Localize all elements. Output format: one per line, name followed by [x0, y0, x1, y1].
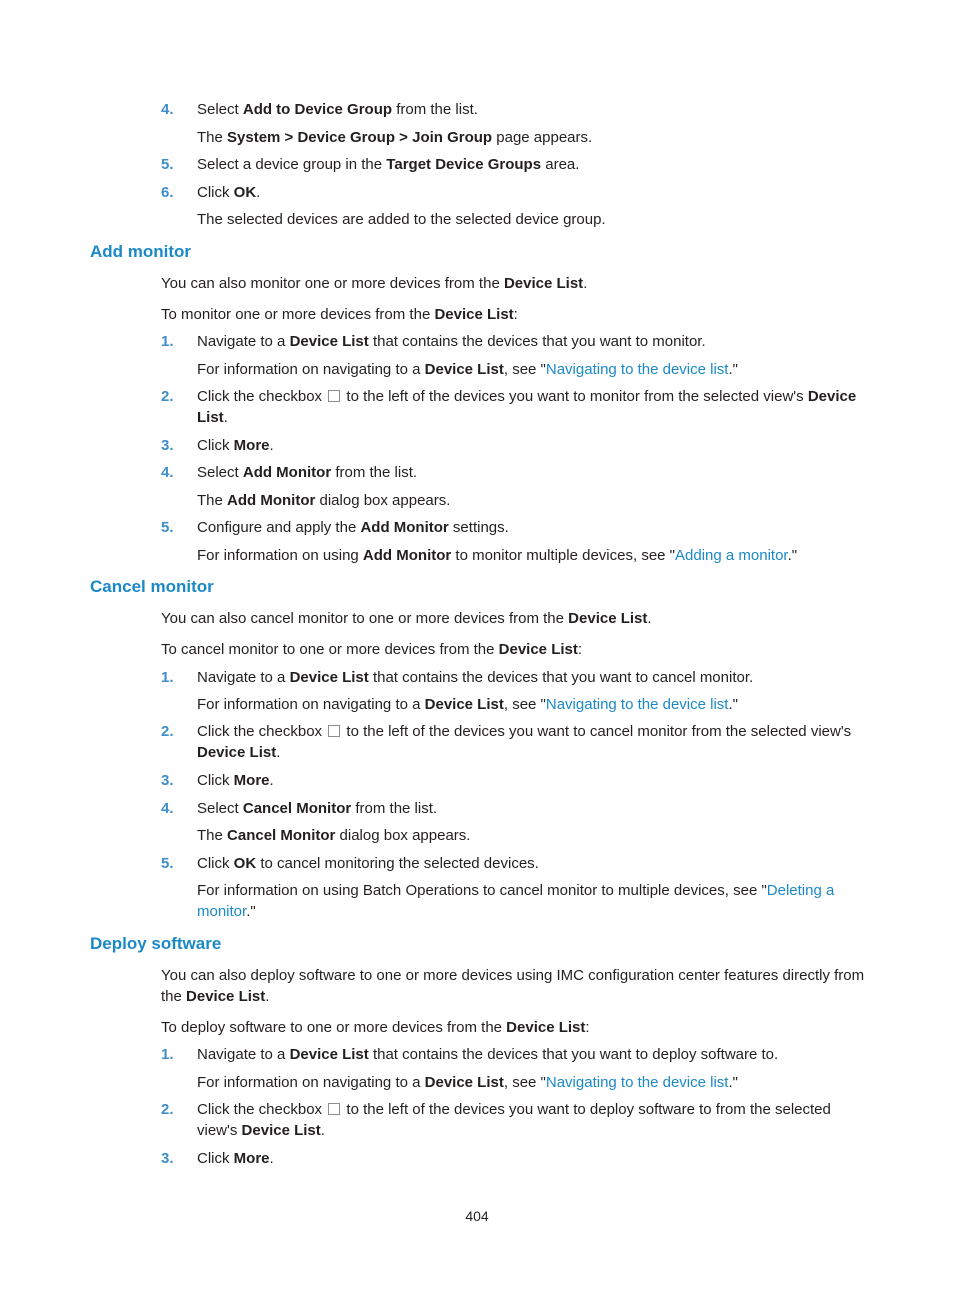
step-number: 4. — [161, 800, 174, 817]
step-number: 2. — [161, 1101, 174, 1118]
step-number: 5. — [161, 156, 174, 173]
heading-add-monitor: Add monitor — [90, 242, 192, 261]
step-4-result: The Cancel Monitor dialog box appears. — [197, 827, 471, 844]
step-number: 4. — [161, 464, 174, 481]
paragraph: To deploy software to one or more devices from the Device List: — [161, 1019, 590, 1036]
step-number: 2. — [161, 723, 174, 740]
step-number: 4. — [161, 101, 174, 118]
step-number: 2. — [161, 388, 174, 405]
deleting-monitor-link[interactable]: Deleting a monitor — [197, 882, 835, 920]
step-5-note: For information on using Add Monitor to monitor multiple devices, see "Adding a monitor." — [197, 547, 798, 564]
step-number: 3. — [161, 437, 174, 454]
paragraph: You can also monitor one or more devices from the Device List. — [161, 275, 588, 292]
step-number: 3. — [161, 772, 174, 789]
navigating-device-list-link[interactable]: Navigating to the device list — [545, 696, 729, 713]
checkbox-icon — [328, 725, 340, 737]
step-number: 5. — [161, 855, 174, 872]
heading-deploy-software: Deploy software — [90, 934, 222, 953]
heading-cancel-monitor: Cancel monitor — [90, 577, 214, 596]
step-number: 1. — [161, 669, 174, 686]
step-number: 1. — [161, 1046, 174, 1063]
document-page: 4. Select Add to Device Group from the list. The System > Device Group > Join Group page appears. 5. Select a device group in the Target Device Groups area. 6. Click OK. The selected devices are added to the selected device group. Add monitor You can also monitor one or more devices from the Device List. To monitor one or more devices from the Device List: 1. Navigate to a Device List that contains the devices that you want to monitor. For information on navigating to a Device List, see "Navigating to the device list." 2. Click the checkbox to the left of the devices you want to monitor from the selected view's Device List. 3. Click More. 4. Select Add Monitor from the list. The Add Monitor dialog box appears. 5. Configure and apply the Add Monitor settings. For information on using Add Monitor to monitor multiple devices, see "Adding a monitor." Cancel monitor You can also cancel monitor to one or more devices from the Device List. To cancel monitor to one or more devices from the Device List: 1. Navigate to a Device List that contains the devices that you want to cancel monitor. For information on navigating to a Device List, see "Navigating to the device list." 2. Click the checkbox to the left of the devices you want to cancel monitor from the selected view's Device List. 3. Click More. 4. Select Cancel Monitor from the list. The Cancel Monitor dialog box appears. 5. Click OK to cancel monitoring the selected devices. For information on using Batch Operations to cancel monitor to multiple devices, see "Deleting a monitor." Deploy software You can also deploy software to one or more devices using IMC configuration center features directly from the Device List. To deploy software to one or more devices from the Device List: 1. Navigate to a Device List that contains the devices that you want to deploy software to. For information on navigating to a Device List, see "Navigating to the device list." 2. Click the checkbox to the left of the devices you want to deploy software to from the selected view's Device List. 3. Click More. 404 — [0, 0, 954, 1296]
step-number: 1. — [161, 333, 174, 350]
step-number: 3. — [161, 1150, 174, 1167]
paragraph: To monitor one or more devices from the Device List: — [161, 306, 518, 323]
navigating-device-list-link[interactable]: Navigating to the device list — [545, 1074, 729, 1091]
step-4-result: The Add Monitor dialog box appears. — [197, 492, 451, 509]
page-number: 404 — [465, 1208, 489, 1224]
paragraph: You can also deploy software to one or more devices using IMC configuration center features directly from the Device List. — [161, 967, 865, 1005]
adding-monitor-link[interactable]: Adding a monitor — [675, 547, 788, 564]
step-1-note: For information on navigating to a Device List, see "Navigating to the device list." — [197, 696, 738, 713]
step-1-note: For information on navigating to a Device List, see "Navigating to the device list." — [197, 361, 738, 378]
step-number: 6. — [161, 184, 174, 201]
step-5-note: For information on using Batch Operations to cancel monitor to multiple devices, see "Deleting a monitor." — [197, 882, 835, 920]
checkbox-icon — [328, 390, 340, 402]
step-6-result: The selected devices are added to the selected device group. — [197, 211, 606, 228]
step-number: 5. — [161, 519, 174, 536]
checkbox-icon — [328, 1103, 340, 1115]
step-4-result: The System > Device Group > Join Group page appears. — [197, 129, 593, 146]
navigating-device-list-link[interactable]: Navigating to the device list — [545, 361, 729, 378]
paragraph: To cancel monitor to one or more devices from the Device List: — [161, 641, 583, 658]
step-1-note: For information on navigating to a Device List, see "Navigating to the device list." — [197, 1074, 738, 1091]
paragraph: You can also cancel monitor to one or more devices from the Device List. — [161, 610, 652, 627]
